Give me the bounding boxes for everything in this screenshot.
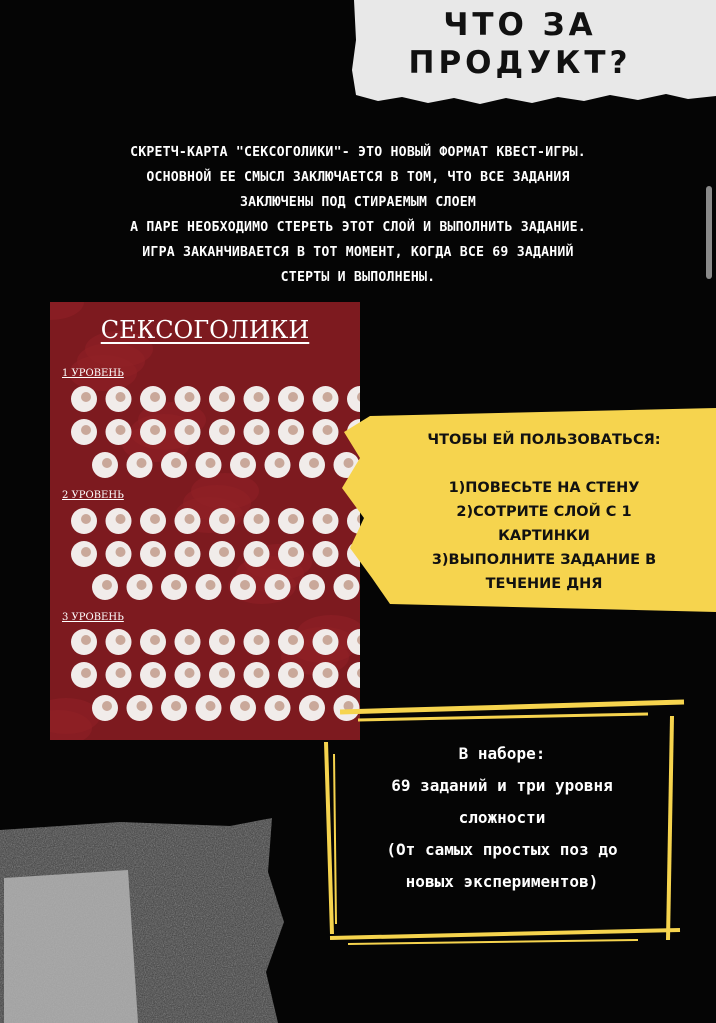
kit-line-3: сложности (458, 808, 546, 827)
poster-level2-label: 2 УРОВЕНЬ (62, 490, 124, 501)
scratch-circle-figure (150, 392, 160, 402)
scratch-circle-figure (185, 514, 195, 524)
scratch-circle-figure (288, 547, 298, 557)
intro-line: ОСНОВНОЙ ЕЕ СМЫСЛ ЗАКЛЮЧАЕТСЯ В ТОМ, ЧТО ВСЕ ЗАДАНИЯ (146, 170, 570, 185)
scratch-circle-figure (150, 425, 160, 435)
scratch-circle-figure (171, 701, 181, 711)
scratch-circle-figure (116, 635, 126, 645)
scratch-circle-figure (81, 635, 91, 645)
scratch-circle-figure (219, 392, 229, 402)
poster-pattern (191, 473, 259, 509)
scratch-circle-figure (116, 514, 126, 524)
page-title (360, 6, 680, 82)
scratch-circle-figure (288, 392, 298, 402)
scratch-circle-figure (275, 458, 285, 468)
scratch-circle-figure (219, 668, 229, 678)
scratch-circle-figure (219, 547, 229, 557)
scratch-circle-figure (185, 392, 195, 402)
scratch-circle-figure (116, 425, 126, 435)
scratch-circle-figure (288, 635, 298, 645)
intro-line: ЗАКЛЮЧЕНЫ ПОД СТИРАЕМЫМ СЛОЕМ (239, 195, 477, 210)
scratch-circle-figure (137, 458, 147, 468)
decorative-texture (0, 812, 292, 1023)
scratch-circle-figure (240, 580, 250, 590)
scratch-circle-figure (323, 392, 333, 402)
instruction-step-2b: КАРТИНКИ (498, 528, 590, 544)
scratch-circle-figure (185, 635, 195, 645)
scratch-circle-figure (288, 425, 298, 435)
scratch-circle-figure (309, 580, 319, 590)
instruction-step-3b: ТЕЧЕНИЕ ДНЯ (485, 576, 603, 592)
scratch-circle-figure (323, 635, 333, 645)
scratch-circle-figure (81, 668, 91, 678)
poster-level3-label: 3 УРОВЕНЬ (62, 612, 124, 623)
scratch-circle-figure (150, 547, 160, 557)
intro-text (40, 140, 676, 290)
kit-line-1: В наборе: (458, 744, 546, 763)
poster-title: СЕКСОГОЛИКИ (100, 316, 310, 344)
instructions-text (372, 428, 716, 596)
intro-line: СКРЕТЧ-КАРТА "СЕКСОГОЛИКИ"- ЭТО НОВЫЙ ФОРМАТ КВЕСТ-ИГРЫ. (130, 145, 586, 160)
scratch-circle-figure (254, 668, 264, 678)
scratch-circle-figure (206, 580, 216, 590)
page-title-line2: ПРОДУКТ? (408, 45, 632, 81)
scratch-circle-figure (206, 458, 216, 468)
poster-pattern (50, 698, 100, 734)
scratch-circle-figure (116, 392, 126, 402)
scratch-circle-figure (150, 668, 160, 678)
scratch-circle-figure (171, 458, 181, 468)
scratch-circle-figure (81, 425, 91, 435)
scratch-circle-figure (102, 580, 112, 590)
scratch-circle-figure (116, 668, 126, 678)
instructions-steps (372, 476, 716, 596)
scratch-circle-figure (254, 635, 264, 645)
scratch-circle-figure (219, 635, 229, 645)
scratch-circle-figure (288, 668, 298, 678)
kit-line-2: 69 заданий и три уровня (391, 776, 613, 795)
scratch-circle-figure (254, 514, 264, 524)
scratch-circle-figure (254, 547, 264, 557)
scrollbar-thumb[interactable] (706, 186, 712, 279)
instruction-step-2: 2)СОТРИТЕ СЛОЙ С 1 (456, 504, 632, 520)
scratch-circle-figure (102, 458, 112, 468)
intro-line: ИГРА ЗАКАНЧИВАЕТСЯ В ТОТ МОМЕНТ, КОГДА ВСЕ 69 ЗАДАНИЙ (142, 245, 574, 260)
intro-line: А ПАРЕ НЕОБХОДИМО СТЕРЕТЬ ЭТОТ СЛОЙ И ВЫПОЛНИТЬ ЗАДАНИЕ. (130, 220, 586, 235)
scratch-circle-figure (254, 425, 264, 435)
kit-description (342, 738, 662, 898)
scratch-card-poster (50, 302, 360, 740)
intro-line: СТЕРТЫ И ВЫПОЛНЕНЫ. (280, 270, 436, 285)
scratch-circle-figure (171, 580, 181, 590)
scratch-circle-figure (240, 701, 250, 711)
kit-line-5: новых экспериментов) (405, 872, 599, 891)
instructions-title: ЧТОБЫ ЕЙ ПОЛЬЗОВАТЬСЯ: (427, 432, 661, 448)
scratch-circle-figure (81, 547, 91, 557)
scratch-circle-figure (137, 701, 147, 711)
scratch-circle-figure (150, 635, 160, 645)
scratch-circle-figure (185, 668, 195, 678)
scratch-circle-figure (102, 701, 112, 711)
scratch-circle-figure (185, 547, 195, 557)
scratch-circle-figure (81, 392, 91, 402)
instruction-step-1: 1)ПОВЕСЬТЕ НА СТЕНУ (448, 480, 640, 496)
scratch-circle-figure (137, 580, 147, 590)
scratch-circle-figure (219, 425, 229, 435)
scratch-circle-figure (275, 701, 285, 711)
scratch-circle-figure (254, 392, 264, 402)
page-title-line1: ЧТО ЗА (443, 7, 597, 43)
scratch-circle-figure (240, 458, 250, 468)
kit-line-4: (От самых простых поз до (386, 840, 618, 859)
scratch-circle-figure (116, 547, 126, 557)
poster-level1-label: 1 УРОВЕНЬ (62, 368, 124, 379)
scratch-circle-figure (81, 514, 91, 524)
scratch-circle-figure (206, 701, 216, 711)
scratch-circle-figure (275, 580, 285, 590)
scratch-circle-figure (288, 514, 298, 524)
instruction-step-3: 3)ВЫПОЛНИТЕ ЗАДАНИЕ В (431, 552, 657, 568)
scratch-circle-figure (150, 514, 160, 524)
scratch-circle-figure (185, 425, 195, 435)
scratch-circle-figure (309, 458, 319, 468)
scratch-circle-figure (323, 668, 333, 678)
scratch-circle-figure (219, 514, 229, 524)
